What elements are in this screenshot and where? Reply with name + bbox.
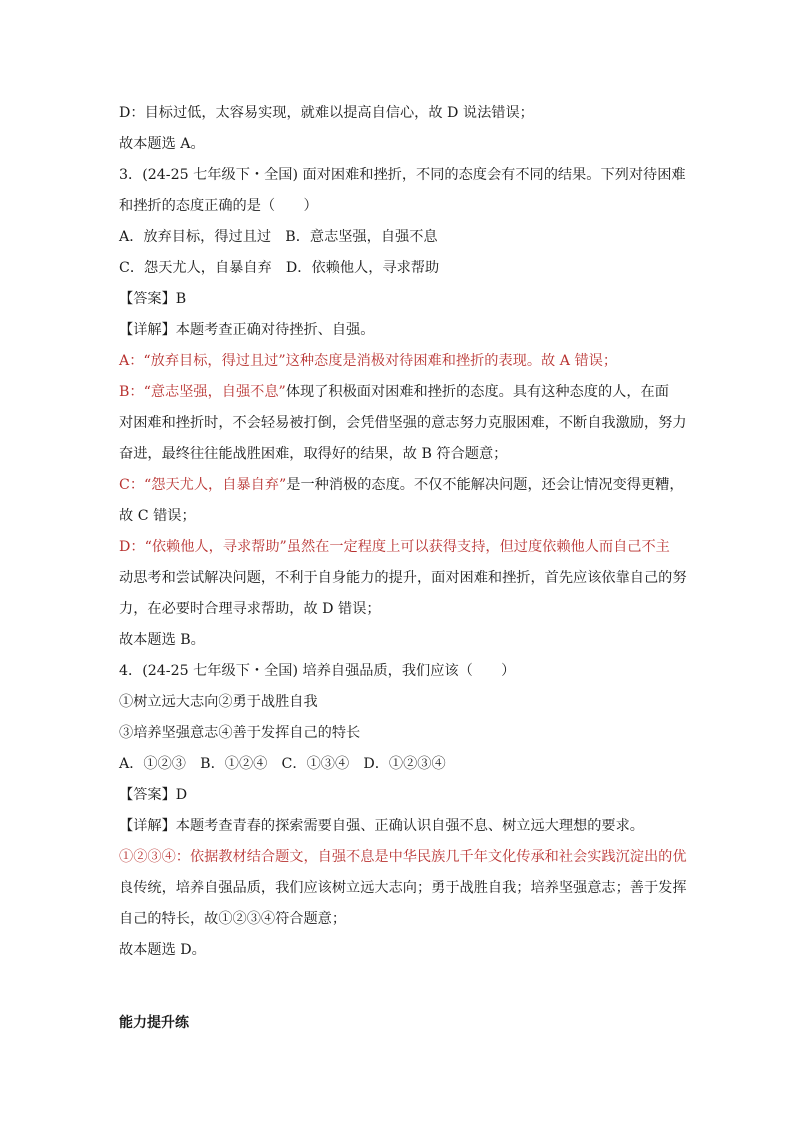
q4-detail (119, 811, 679, 842)
q4-options: A．①②③ B．①②④ C．①③④ D．①②③④ (119, 756, 446, 772)
q3-stem-line-1: 3．(24-25 七年级下・全国) 面对困难和挫折，不同的态度会有不同的结果。下列对待困难 (119, 167, 686, 183)
q3-stem-line-2: 和挫折的态度正确的是（ ） (119, 198, 318, 214)
q4-analysis-line-3: 自己的特长，故①②③④符合题意； (119, 911, 347, 927)
q4-items-3-4: ③培养坚强意志④善于发挥自己的特长 (119, 725, 361, 741)
q4-stem: 4．(24-25 七年级下・全国) 培养自强品质，我们应该（ ） (119, 663, 516, 679)
q3-analysis-b-line-3: 奋进，最终往往能战胜困难，取得好的结果，故 B 符合题意； (119, 446, 508, 462)
q3-analysis-b-text: 体现了积极面对困难和挫折的态度。具有这种态度的人，在面 (285, 384, 669, 400)
page-content (119, 98, 687, 1039)
option-d-explanation: D：目标过低，太容易实现，就难以提高自信心，故 D 说法错误； (119, 105, 534, 121)
q3-analysis-b-line-1 (119, 377, 679, 408)
q4-analysis-line-1: ①②③④：依据教材结合题文，自强不息是中华民族几千年文化传承和社会实践沉淀出的优 (119, 849, 687, 865)
q4-analysis-line-2: 良传统，培养自强品质，我们应该树立远大志向；勇于战胜自我；培养坚强意志；善于发挥 (119, 880, 687, 896)
q3-analysis-a: A：“放弃目标，得过且过”这种态度是消极对待困难和挫折的表现。故 A 错误； (119, 353, 618, 369)
q4-conclusion: 故本题选 D。 (119, 942, 206, 958)
q3-analysis-c-text: 是一种消极的态度。不仅不能解决问题，还会让情况变得更糟， (286, 477, 684, 493)
q3-analysis-c-line-2: 故 C 错误； (119, 508, 196, 524)
section-spacer (119, 966, 679, 1008)
detail-text: 本题考查青春的探索需要自强、正确认识自强不息、树立远大理想的要求。 (175, 818, 644, 834)
q3-answer (119, 284, 679, 315)
detail-tag: 【详解】 (119, 322, 176, 338)
q3-options-cd: C．怨天尤人，自暴自弃 D．依赖他人，寻求帮助 (119, 260, 440, 276)
q3-analysis-b-quote: B：“意志坚强，自强不息” (119, 384, 286, 400)
section-heading: 能力提升练 (119, 1015, 189, 1031)
q4-items-1-2: ①树立远大志向②勇于战胜自我 (119, 694, 318, 710)
q3-analysis-c-quote: C：“怨天尤人，自暴自弃” (119, 477, 287, 493)
answer-conclusion: 故本题选 A。 (119, 136, 205, 152)
answer-value: D (175, 787, 188, 803)
q3-analysis-d-line-3: 力，在必要时合理寻求帮助，故 D 错误； (119, 601, 381, 617)
answer-value: B (175, 291, 187, 307)
q4-answer (119, 780, 679, 811)
detail-text: 本题考查正确对待挫折、自强。 (175, 322, 375, 338)
q3-analysis-c-line-1 (119, 470, 684, 501)
q3-analysis-d-line-2: 动思考和尝试解决问题，不利于自身能力的提升，面对困难和挫折，首先应该依靠自己的努 (119, 570, 687, 586)
answer-tag: 【答案】 (119, 787, 176, 803)
q3-analysis-b-line-2: 对困难和挫折时，不会轻易被打倒，会凭借坚强的意志努力克服困难，不断自我激励，努力 (119, 415, 687, 431)
q3-analysis-d-line-1: D：“依赖他人，寻求帮助”虽然在一定程度上可以获得支持，但过度依赖他人而自己不主 (119, 539, 670, 555)
detail-tag: 【详解】 (119, 818, 176, 834)
answer-tag: 【答案】 (119, 291, 176, 307)
q3-options-ab: A．放弃目标，得过且过 B．意志坚强，自强不息 (119, 229, 438, 245)
q3-conclusion: 故本题选 B。 (119, 632, 205, 648)
q3-detail (119, 315, 679, 346)
